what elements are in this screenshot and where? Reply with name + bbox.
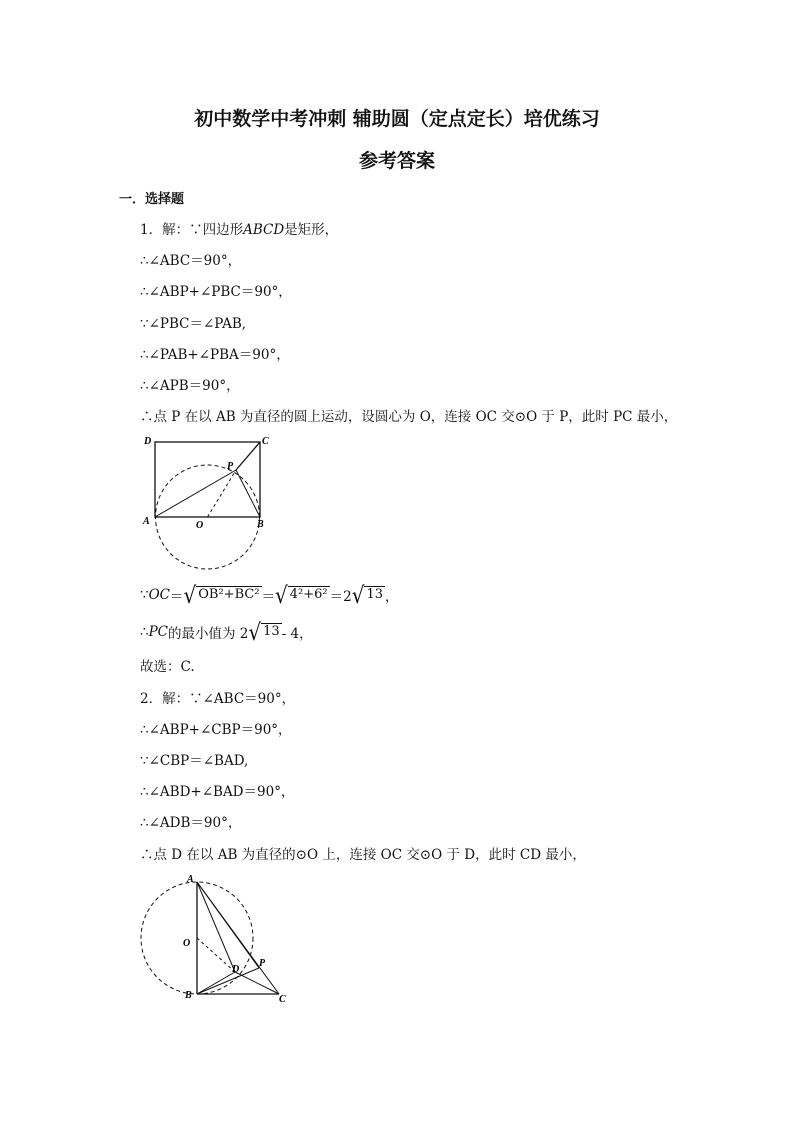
- q2-label-o: O: [183, 938, 191, 949]
- q1-label-c: C: [262, 436, 269, 447]
- q1-formula-eq2: ＝: [261, 589, 276, 605]
- q1-choice: 故选：C.: [140, 659, 195, 675]
- page-subtitle: 参考答案: [358, 150, 435, 172]
- q1-line-1-post: 是矩形，: [284, 222, 339, 238]
- q1-label-b: B: [257, 519, 264, 530]
- q1-line-1: [140, 218, 338, 238]
- q2-label-b: B: [185, 990, 192, 1001]
- q1-line-op-dashed: [208, 470, 237, 517]
- q1-radical-2: √ 4²+6²: [275, 581, 328, 609]
- q2-line-1: 2．解：∵∠ABC＝90°，: [140, 691, 296, 707]
- q1-figure: [138, 432, 288, 572]
- q2-line-6: ∴点 D 在以 AB 为直径的⊙O 上，连接 OC 交⊙O 于 D，此时 CD 最小，: [140, 847, 586, 863]
- q1-radical-1-body: OB²+BC²: [198, 587, 260, 602]
- q1-line-7: ∴点 P 在以 AB 为直径的圆上运动，设圆心为 O，连接 OC 交⊙O 于 P，此时 PC 最小，: [140, 409, 678, 425]
- q1-label-d: D: [144, 436, 152, 447]
- q2-line-dc: [235, 972, 279, 994]
- q1-min-mid: 的最小值为 2: [168, 626, 249, 642]
- q1-rectangle: [155, 442, 260, 517]
- q1-formula-pre: ∵: [140, 587, 149, 603]
- q1-line-pc: [236, 442, 260, 470]
- q1-label-p: P: [227, 461, 234, 472]
- q1-min-var: PC: [148, 624, 169, 640]
- q2-label-p: P: [259, 958, 266, 969]
- q1-line-1-var: ABCD: [243, 222, 285, 238]
- q1-label-o: O: [196, 520, 204, 531]
- q2-label-c: C: [279, 994, 286, 1005]
- q1-formula-oc: [140, 581, 399, 609]
- q1-min-radical-body: 13: [263, 624, 280, 639]
- q2-line-3: ∵∠CBP＝∠BAD,: [140, 753, 249, 769]
- q1-min-radical: √ 13: [248, 618, 280, 646]
- q1-line-6: ∴∠APB＝90°，: [140, 378, 240, 394]
- q1-radical-3-body: 13: [366, 587, 384, 602]
- q1-formula-lhs: OC: [148, 587, 170, 603]
- q1-min-post: - 4，: [281, 626, 313, 642]
- q1-formula-post: ，: [385, 589, 399, 605]
- q2-line-2: ∴∠ABP+∠CBP＝90°，: [140, 722, 292, 738]
- q2-line-bd: [197, 972, 235, 994]
- q1-formula-eq1: ＝: [170, 589, 184, 605]
- page-title: 初中数学中考冲刺 辅助圆（定点定长）培优练习: [194, 108, 600, 130]
- q1-min-value: [140, 618, 313, 646]
- q1-line-2: ∴∠ABC＝90°，: [140, 253, 242, 269]
- q2-line-bp: [197, 968, 259, 994]
- q2-label-d: D: [232, 964, 240, 975]
- q1-line-pb: [236, 470, 260, 517]
- q1-label-a: A: [143, 516, 150, 527]
- q2-line-5: ∴∠ADB＝90°，: [140, 815, 242, 831]
- q1-line-4: ∵∠PBC＝∠PAB,: [140, 316, 247, 332]
- q2-label-a: A: [187, 874, 194, 885]
- q1-line-1-pre: 1．解：∵四边形: [140, 222, 244, 238]
- q2-line-4: ∴∠ABD+∠BAD＝90°，: [140, 784, 295, 800]
- q1-line-3: ∴∠ABP+∠PBC＝90°，: [140, 284, 292, 300]
- q2-figure: [135, 868, 300, 1008]
- q1-line-5: ∴∠PAB+∠PBA＝90°，: [140, 347, 290, 363]
- q1-radical-3: √ 13: [351, 581, 384, 609]
- q1-line-ap: [155, 470, 236, 517]
- q1-formula-eq3: ＝2: [329, 589, 352, 605]
- q1-min-pre: ∴: [140, 624, 149, 640]
- section-heading: 一．选择题: [119, 192, 185, 207]
- q1-radical-2-body: 4²+6²: [289, 587, 328, 602]
- q2-line-od-dashed: [197, 938, 235, 972]
- q1-radical-1: √ OB²+BC²: [183, 581, 260, 609]
